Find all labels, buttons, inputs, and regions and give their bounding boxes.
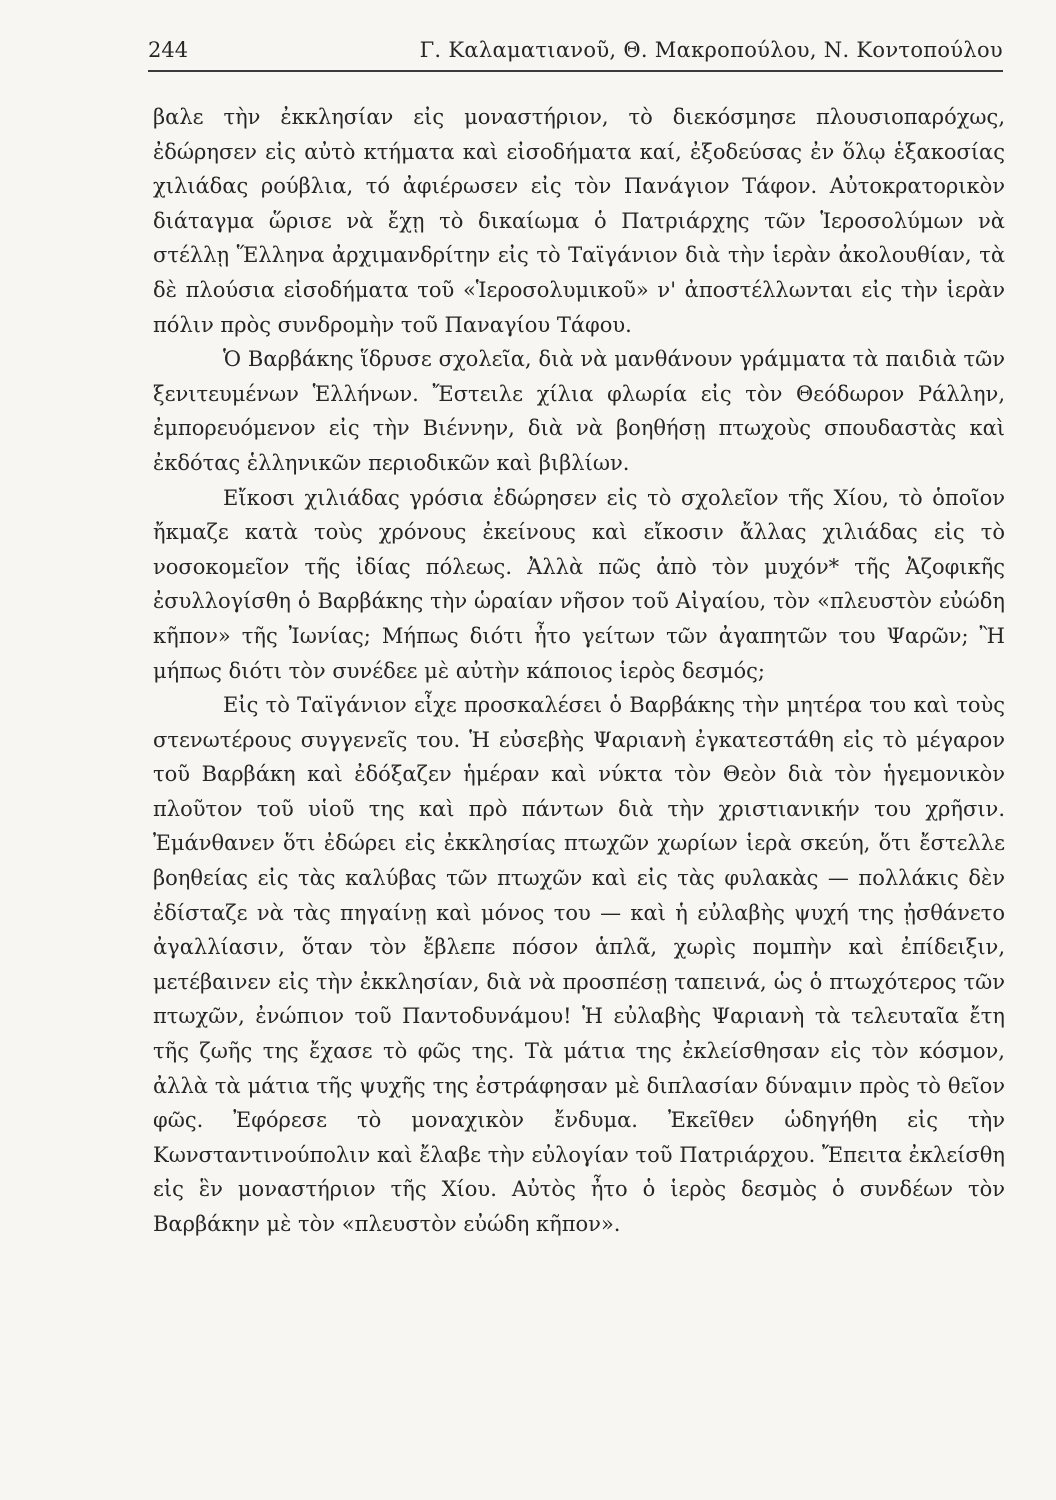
paragraph-mother: Εἰς τὸ Ταϊγάνιον εἶχε προσκαλέσει ὁ Βαρβάκης τὴν μητέρα του καὶ τοὺς στενωτέρους συγγενεῖς του. Ἡ εὐσεβὴς Ψαριανὴ ἐγκατεστάθη εἰς τὸ μέγαρον τοῦ Βαρβάκη καὶ ἐδόξαζεν ἡμέραν καὶ νύκτα τὸν Θεὸν διὰ τὸν ἡγεμονικὸν πλοῦτον τοῦ υἱοῦ της καὶ πρὸ πάντων διὰ τὴν χριστιανικήν του χρῆσιν. Ἐμάνθανεν ὅτι ἐδώρει εἰς ἐκκλησίας πτωχῶν χωρίων ἱερὰ σκεύη, ὅτι ἔστελλε βοηθείας εἰς τὰς καλύβας τῶν πτωχῶν καὶ εἰς τὰς φυλακὰς — πολλάκις δὲν ἐδίσταζε νὰ τὰς πηγαίνῃ καὶ μόνος του — καὶ ἡ εὐλαβὴς ψυχή της ᾐσθάνετο ἀγαλλίασιν, ὅταν τὸν ἔβλεπε πόσον ἁπλᾶ, χωρὶς πομπὴν καὶ ἐπίδειξιν, μετέβαινεν εἰς τὴν ἐκκλησίαν, διὰ νὰ προσπέσῃ ταπεινά, ὡς ὁ πτωχότερος τῶν πτωχῶν, ἐνώπιον τοῦ Παντοδυνάμου! Ἡ εὐλαβὴς Ψαριανὴ τὰ τελευταῖα ἔτη τῆς ζωῆς της ἔχασε τὸ φῶς της. Τὰ μάτια της ἐκλείσθησαν εἰς τὸν κόσμον, ἀλλὰ τὰ μάτια τῆς ψυχῆς της ἐστράφησαν μὲ διπλασίαν δύναμιν πρὸς τὸ θεῖον φῶς. Ἐφόρεσε τὸ μοναχικὸν ἔνδυμα. Ἐκεῖθεν ὡδηγήθη εἰς τὴν Κωνσταντινούπολιν καὶ ἔλαβε τὴν εὐλογίαν τοῦ Πατριάρχου. Ἔπειτα ἐκλείσθη εἰς ἓν μοναστήριον τῆς Χίου. Αὐτὸς ἦτο ὁ ἱερὸς δεσμὸς ὁ συνδέων τὸν Βαρβάκην μὲ τὸν «πλευστὸν εὐώδη κῆπον». [153,693,1005,1236]
paragraph-continuation: βαλε τὴν ἐκκλησίαν εἰς μοναστήριον, τὸ διεκόσμησε πλουσιοπαρόχως, ἐδώρησεν εἰς αὐτὸ κτήματα καὶ εἰσοδήματα καί, ἐξοδεύσας ἐν ὅλῳ ἑξακοσίας χιλιάδας ρούβλια, τό ἀφιέρωσεν εἰς τὸν Πανάγιον Τάφον. Αὐτοκρατορικὸν διάταγμα ὥρισε νὰ ἔχῃ τὸ δικαίωμα ὁ Πατριάρχης τῶν Ἱεροσολύμων νὰ στέλλῃ Ἕλληνα ἀρχιμανδρίτην εἰς τὸ Ταϊγάνιον διὰ τὴν ἱερὰν ἀκολουθίαν, τὰ δὲ πλούσια εἰσοδήματα τοῦ «Ἱεροσολυμικοῦ» ν' ἀποστέλλωνται εἰς τὴν ἱερὰν πόλιν πρὸς συνδρομὴν τοῦ Παναγίου Τάφου. [153,105,1005,337]
running-title: Γ. Καλαματιανοῦ, Θ. Μακροπούλου, Ν. Κοντοπούλου [419,38,1003,62]
paragraph-chios: Εἴκοσι χιλιάδας γρόσια ἐδώρησεν εἰς τὸ σχολεῖον τῆς Χίου, τὸ ὁποῖον ἤκμαζε κατὰ τοὺς χρόνους ἐκείνους καὶ εἴκοσιν ἄλλας χιλιάδας εἰς τὸ νοσοκομεῖον τῆς ἰδίας πόλεως. Ἀλλὰ πῶς ἀπὸ τὸν μυχόν* τῆς Ἀζοφικῆς ἐσυλλογίσθη ὁ Βαρβάκης τὴν ὡραίαν νῆσον τοῦ Αἰγαίου, τὸν «πλευστὸν εὐώδη κῆπον» τῆς Ἰωνίας; Μήπως διότι ἦτο γείτων τῶν ἀγαπητῶν του Ψαρῶν; Ἢ μήπως διότι τὸν συνέδεε μὲ αὐτὴν κάποιος ἱερὸς δεσμός; [153,485,1005,683]
body-text [153,100,1005,1242]
page-header [148,30,1003,72]
paragraph-schools: Ὁ Βαρβάκης ἵδρυσε σχολεῖα, διὰ νὰ μανθάνουν γράμματα τὰ παιδιὰ τῶν ξενιτευμένων Ἑλλήνων. Ἔστειλε χίλια φλωρία εἰς τὸν Θεόδωρον Ράλλην, ἐμπορευόμενον εἰς τὴν Βιέννην, διὰ νὰ βοηθήσῃ πτωχοὺς σπουδαστὰς καὶ ἐκδότας ἑλληνικῶν περιοδικῶν καὶ βιβλίων. [153,347,1005,475]
page-number: 244 [148,38,189,62]
